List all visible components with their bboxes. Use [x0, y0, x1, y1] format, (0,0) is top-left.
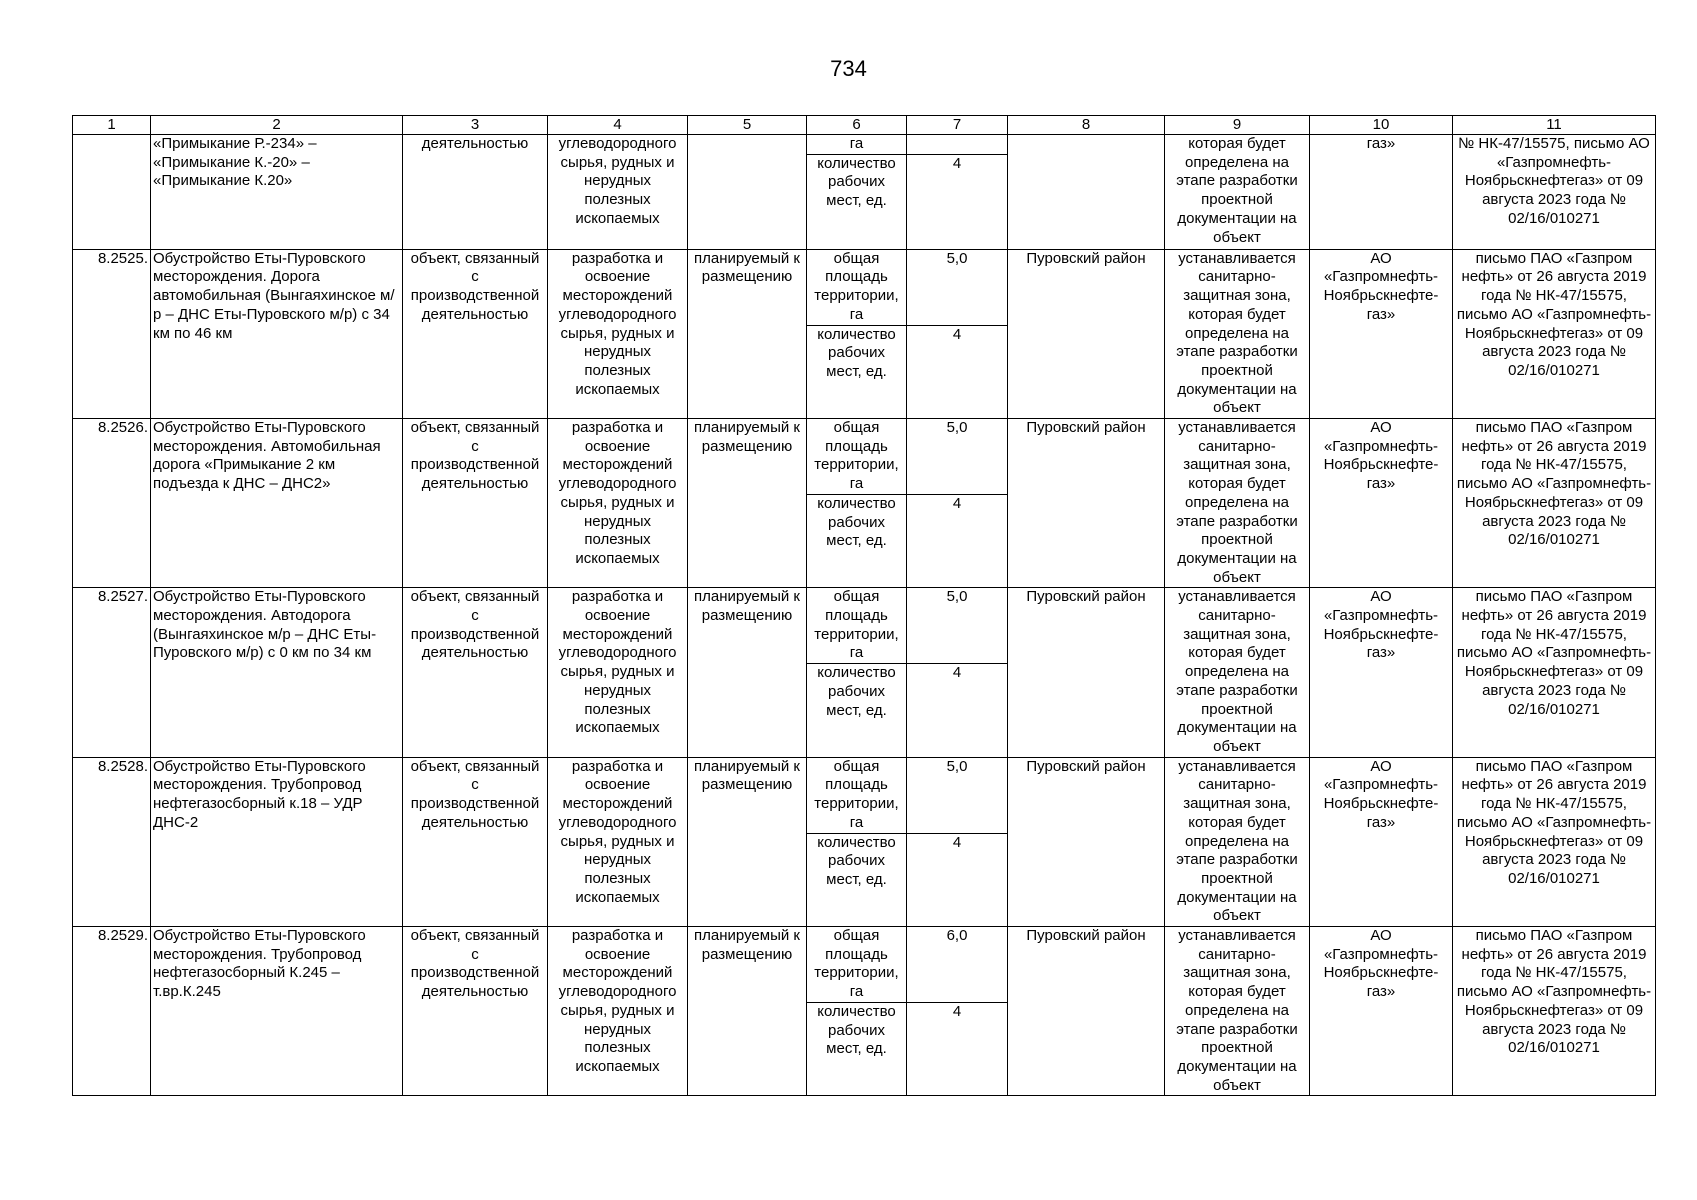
cell-zone: устанавливается санитарно-защитная зона, которая будет определена на этапе разработки проектной документации на объект [1165, 757, 1310, 926]
cell-object-status: планируемый к размещению [688, 419, 807, 588]
cell-zone: устанавливается санитарно-защитная зона, которая будет определена на этапе разработки проектной документации на объект [1165, 588, 1310, 757]
cell-organization: АО «Газпромнефть-Ноябрьскнефте-газ» [1310, 588, 1453, 757]
cell-object-purpose: углеводородного сырья, рудных и нерудных полезных ископаемых [548, 135, 688, 250]
cell-indicator-name: общая площадь территории, га [807, 419, 907, 495]
cell-indicator-name: общая площадь территории, га [807, 927, 907, 1003]
cell-organization: АО «Газпромнефть-Ноябрьскнефте-газ» [1310, 419, 1453, 588]
cell-number: 8.2527. [73, 588, 151, 757]
column-header: 6 [807, 116, 907, 135]
cell-object-kind: объект, связанный с производственной деятельностью [403, 757, 548, 926]
cell-organization: АО «Газпромнефть-Ноябрьскнефте-газ» [1310, 757, 1453, 926]
cell-basis: № НК-47/15575, письмо АО «Газпромнефть-Ноябрьскнефтегаз» от 09 августа 2023 года № 02/16/010271 [1453, 135, 1656, 250]
column-header: 8 [1008, 116, 1165, 135]
column-number-row [73, 116, 1656, 135]
cell-indicator-value [907, 135, 1008, 155]
column-header: 1 [73, 116, 151, 135]
cell-object-purpose: разработка и освоение месторождений углеводородного сырья, рудных и нерудных полезных ископаемых [548, 757, 688, 926]
cell-location: Пуровский район [1008, 249, 1165, 418]
cell-object-status: планируемый к размещению [688, 927, 807, 1096]
cell-basis: письмо ПАО «Газпром нефть» от 26 августа 2019 года № НК-47/15575, письмо АО «Газпромнефть-Ноябрьскнефтегаз» от 09 августа 2023 года № 02/16/010271 [1453, 588, 1656, 757]
cell-object-kind: объект, связанный с производственной деятельностью [403, 588, 548, 757]
cell-object-kind: деятельностью [403, 135, 548, 250]
table-row-continuation [73, 135, 1656, 155]
cell-object-kind: объект, связанный с производственной деятельностью [403, 927, 548, 1096]
page-number: 734 [830, 56, 867, 81]
cell-zone: устанавливается санитарно-защитная зона, которая будет определена на этапе разработки проектной документации на объект [1165, 419, 1310, 588]
cell-indicator-value: 4 [907, 495, 1008, 588]
table-row [73, 419, 1656, 495]
cell-zone: устанавливается санитарно-защитная зона, которая будет определена на этапе разработки проектной документации на объект [1165, 249, 1310, 418]
column-header: 10 [1310, 116, 1453, 135]
cell-object-status: планируемый к размещению [688, 757, 807, 926]
cell-object-name: Обустройство Еты-Пуровского месторождения. Дорога автомобильная (Вынгаяхинское м/р – ДНС Еты-Пуровского м/р) с 34 км по 46 км [151, 249, 403, 418]
cell-indicator-name: количество рабочих мест, ед. [807, 833, 907, 926]
cell-zone: которая будет определена на этапе разработки проектной документации на объект [1165, 135, 1310, 250]
objects-table [72, 115, 1656, 1096]
cell-organization: газ» [1310, 135, 1453, 250]
table-row [73, 757, 1656, 833]
cell-organization: АО «Газпромнефть-Ноябрьскнефте-газ» [1310, 927, 1453, 1096]
cell-basis: письмо ПАО «Газпром нефть» от 26 августа 2019 года № НК-47/15575, письмо АО «Газпромнефть-Ноябрьскнефтегаз» от 09 августа 2023 года № 02/16/010271 [1453, 757, 1656, 926]
cell-object-name: Обустройство Еты-Пуровского месторождения. Автомобильная дорога «Примыкание 2 км подъезда к ДНС – ДНС2» [151, 419, 403, 588]
cell-location: Пуровский район [1008, 927, 1165, 1096]
cell-indicator-name: общая площадь территории, га [807, 588, 907, 664]
cell-indicator-value: 5,0 [907, 419, 1008, 495]
column-header: 3 [403, 116, 548, 135]
table-row [73, 927, 1656, 1003]
cell-number: 8.2526. [73, 419, 151, 588]
cell-indicator-name: общая площадь территории, га [807, 757, 907, 833]
table-row [73, 249, 1656, 325]
cell-object-status: планируемый к размещению [688, 588, 807, 757]
cell-object-status [688, 135, 807, 250]
cell-number: 8.2525. [73, 249, 151, 418]
cell-indicator-value: 5,0 [907, 588, 1008, 664]
cell-basis: письмо ПАО «Газпром нефть» от 26 августа 2019 года № НК-47/15575, письмо АО «Газпромнефть-Ноябрьскнефтегаз» от 09 августа 2023 года № 02/16/010271 [1453, 249, 1656, 418]
cell-indicator-value: 4 [907, 325, 1008, 418]
cell-object-purpose: разработка и освоение месторождений углеводородного сырья, рудных и нерудных полезных ископаемых [548, 588, 688, 757]
column-header: 2 [151, 116, 403, 135]
cell-indicator-value: 4 [907, 664, 1008, 757]
column-header: 4 [548, 116, 688, 135]
cell-basis: письмо ПАО «Газпром нефть» от 26 августа 2019 года № НК-47/15575, письмо АО «Газпромнефть-Ноябрьскнефтегаз» от 09 августа 2023 года № 02/16/010271 [1453, 419, 1656, 588]
column-header: 11 [1453, 116, 1656, 135]
cell-indicator-name: количество рабочих мест, ед. [807, 154, 907, 249]
cell-object-name: Обустройство Еты-Пуровского месторождения. Трубопровод нефтегазосборный к.18 – УДР ДНС-2 [151, 757, 403, 926]
cell-indicator-value: 4 [907, 1003, 1008, 1096]
cell-indicator-name: количество рабочих мест, ед. [807, 1003, 907, 1096]
cell-indicator-name: га [807, 135, 907, 155]
cell-organization: АО «Газпромнефть-Ноябрьскнефте-газ» [1310, 249, 1453, 418]
cell-number: 8.2528. [73, 757, 151, 926]
cell-object-purpose: разработка и освоение месторождений углеводородного сырья, рудных и нерудных полезных ископаемых [548, 249, 688, 418]
cell-indicator-name: количество рабочих мест, ед. [807, 325, 907, 418]
cell-indicator-name: общая площадь территории, га [807, 249, 907, 325]
table-row [73, 588, 1656, 664]
cell-number: 8.2529. [73, 927, 151, 1096]
cell-number [73, 135, 151, 250]
cell-object-purpose: разработка и освоение месторождений углеводородного сырья, рудных и нерудных полезных ископаемых [548, 927, 688, 1096]
cell-indicator-value: 4 [907, 154, 1008, 249]
cell-location: Пуровский район [1008, 419, 1165, 588]
cell-object-name: «Примыкание Р.-234» – «Примыкание К.-20» – «Примыкание К.20» [151, 135, 403, 250]
column-header: 5 [688, 116, 807, 135]
cell-indicator-value: 6,0 [907, 927, 1008, 1003]
cell-indicator-value: 5,0 [907, 757, 1008, 833]
cell-indicator-name: количество рабочих мест, ед. [807, 664, 907, 757]
cell-object-purpose: разработка и освоение месторождений углеводородного сырья, рудных и нерудных полезных ископаемых [548, 419, 688, 588]
cell-object-name: Обустройство Еты-Пуровского месторождения. Автодорога (Вынгаяхинское м/р – ДНС Еты-Пуровского м/р) с 0 км по 34 км [151, 588, 403, 757]
column-header: 7 [907, 116, 1008, 135]
cell-indicator-value: 4 [907, 833, 1008, 926]
cell-location: Пуровский район [1008, 757, 1165, 926]
cell-basis: письмо ПАО «Газпром нефть» от 26 августа 2019 года № НК-47/15575, письмо АО «Газпромнефть-Ноябрьскнефтегаз» от 09 августа 2023 года № 02/16/010271 [1453, 927, 1656, 1096]
cell-indicator-name: количество рабочих мест, ед. [807, 495, 907, 588]
cell-indicator-value: 5,0 [907, 249, 1008, 325]
column-header: 9 [1165, 116, 1310, 135]
cell-object-kind: объект, связанный с производственной деятельностью [403, 419, 548, 588]
cell-object-status: планируемый к размещению [688, 249, 807, 418]
cell-location: Пуровский район [1008, 588, 1165, 757]
cell-location [1008, 135, 1165, 250]
cell-object-kind: объект, связанный с производственной деятельностью [403, 249, 548, 418]
cell-object-name: Обустройство Еты-Пуровского месторождения. Трубопровод нефтегазосборный К.245 – т.вр.К.245 [151, 927, 403, 1096]
cell-zone: устанавливается санитарно-защитная зона, которая будет определена на этапе разработки проектной документации на объект [1165, 927, 1310, 1096]
